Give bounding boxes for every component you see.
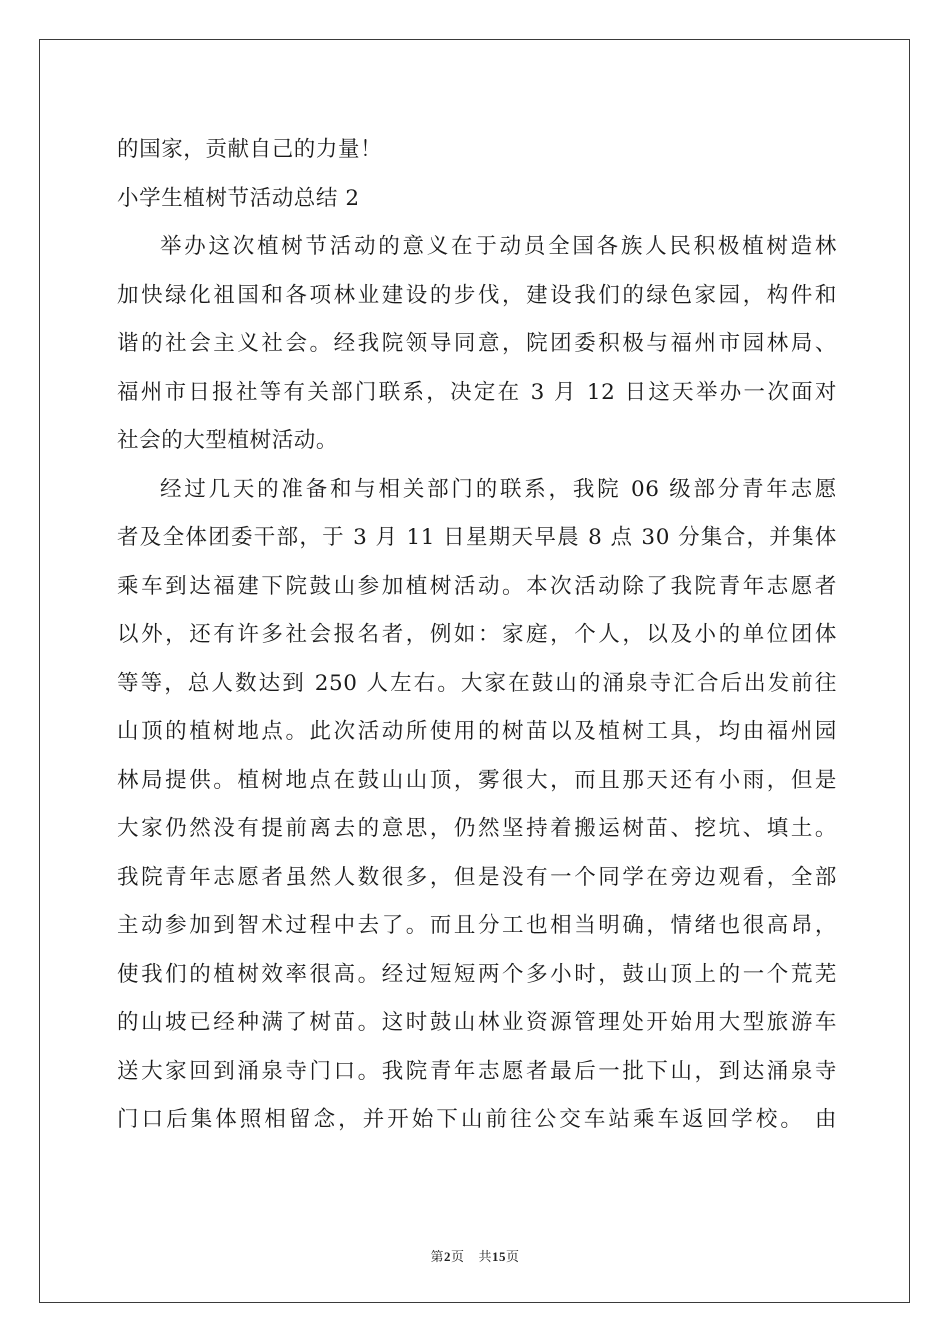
- footer-total-pages: 15: [491, 1249, 506, 1264]
- text-line: 林局提供。植树地点在鼓山山顶，雾很大，而且那天还有小雨，但是: [117, 767, 837, 793]
- text-line: 的山坡已经种满了树苗。这时鼓山林业资源管理处开始用大型旅游车: [117, 1010, 837, 1035]
- text-line: 大家仍然没有提前离去的意思，仍然坚持着搬运树苗、挖坑、填土。: [117, 816, 837, 841]
- text-line: 乘车到达福建下院鼓山参加植树活动。本次活动除了我院青年志愿者: [117, 573, 837, 599]
- page-footer: [0, 1246, 950, 1265]
- footer-total-suffix: 页: [505, 1250, 520, 1265]
- footer-prefix: 第: [430, 1250, 445, 1265]
- footer-total-prefix: 共: [478, 1250, 492, 1265]
- text-line: 加快绿化祖国和各项林业建设的步伐，建设我们的绿色家园，构件和: [117, 282, 837, 308]
- text-line: 山顶的植树地点。此次活动所使用的树苗以及植树工具，均由福州园: [117, 719, 837, 744]
- text-line: 使我们的植树效率很高。经过短短两个多小时，鼓山顶上的一个荒芜: [117, 961, 837, 987]
- footer-page-number: 2: [444, 1249, 452, 1264]
- text-line: 者及全体团委干部，于 3 月 11 日星期天早晨 8 点 30 分集合，并集体: [117, 525, 837, 550]
- text-line: 以外，还有许多社会报名者，例如：家庭，个人，以及小的单位团体: [117, 622, 837, 647]
- text-line: 主动参加到智术过程中去了。而且分工也相当明确，情绪也很高昂，: [117, 913, 837, 938]
- text-line: 我院青年志愿者虽然人数很多，但是没有一个同学在旁边观看，全部: [117, 864, 837, 890]
- footer-page-suffix: 页: [451, 1250, 465, 1265]
- text-line: 的国家，贡献自己的力量！: [117, 137, 383, 162]
- text-line: 等等，总人数达到 250 人左右。大家在鼓山的涌泉寺汇合后出发前往: [117, 670, 837, 696]
- text-line: 门口后集体照相留念，并开始下山前往公交车站乘车返回学校。 由: [117, 1107, 837, 1132]
- text-line: 举办这次植树节活动的意义在于动员全国各族人民积极植树造林: [160, 234, 837, 259]
- text-line: 送大家回到涌泉寺门口。我院青年志愿者最后一批下山，到达涌泉寺: [117, 1058, 837, 1084]
- document-body: [117, 126, 837, 1145]
- text-line: 经过几天的准备和与相关部门的联系，我院 06 级部分青年志愿: [160, 476, 837, 502]
- text-line: 小学生植树节活动总结 2: [117, 185, 360, 211]
- text-line: 福州市日报社等有关部门联系，决定在 3 月 12 日这天举办一次面对: [117, 379, 837, 405]
- text-line: 社会的大型植树活动。: [117, 428, 339, 453]
- text-line: 谐的社会主义社会。经我院领导同意，院团委积极与福州市园林局、: [117, 331, 837, 356]
